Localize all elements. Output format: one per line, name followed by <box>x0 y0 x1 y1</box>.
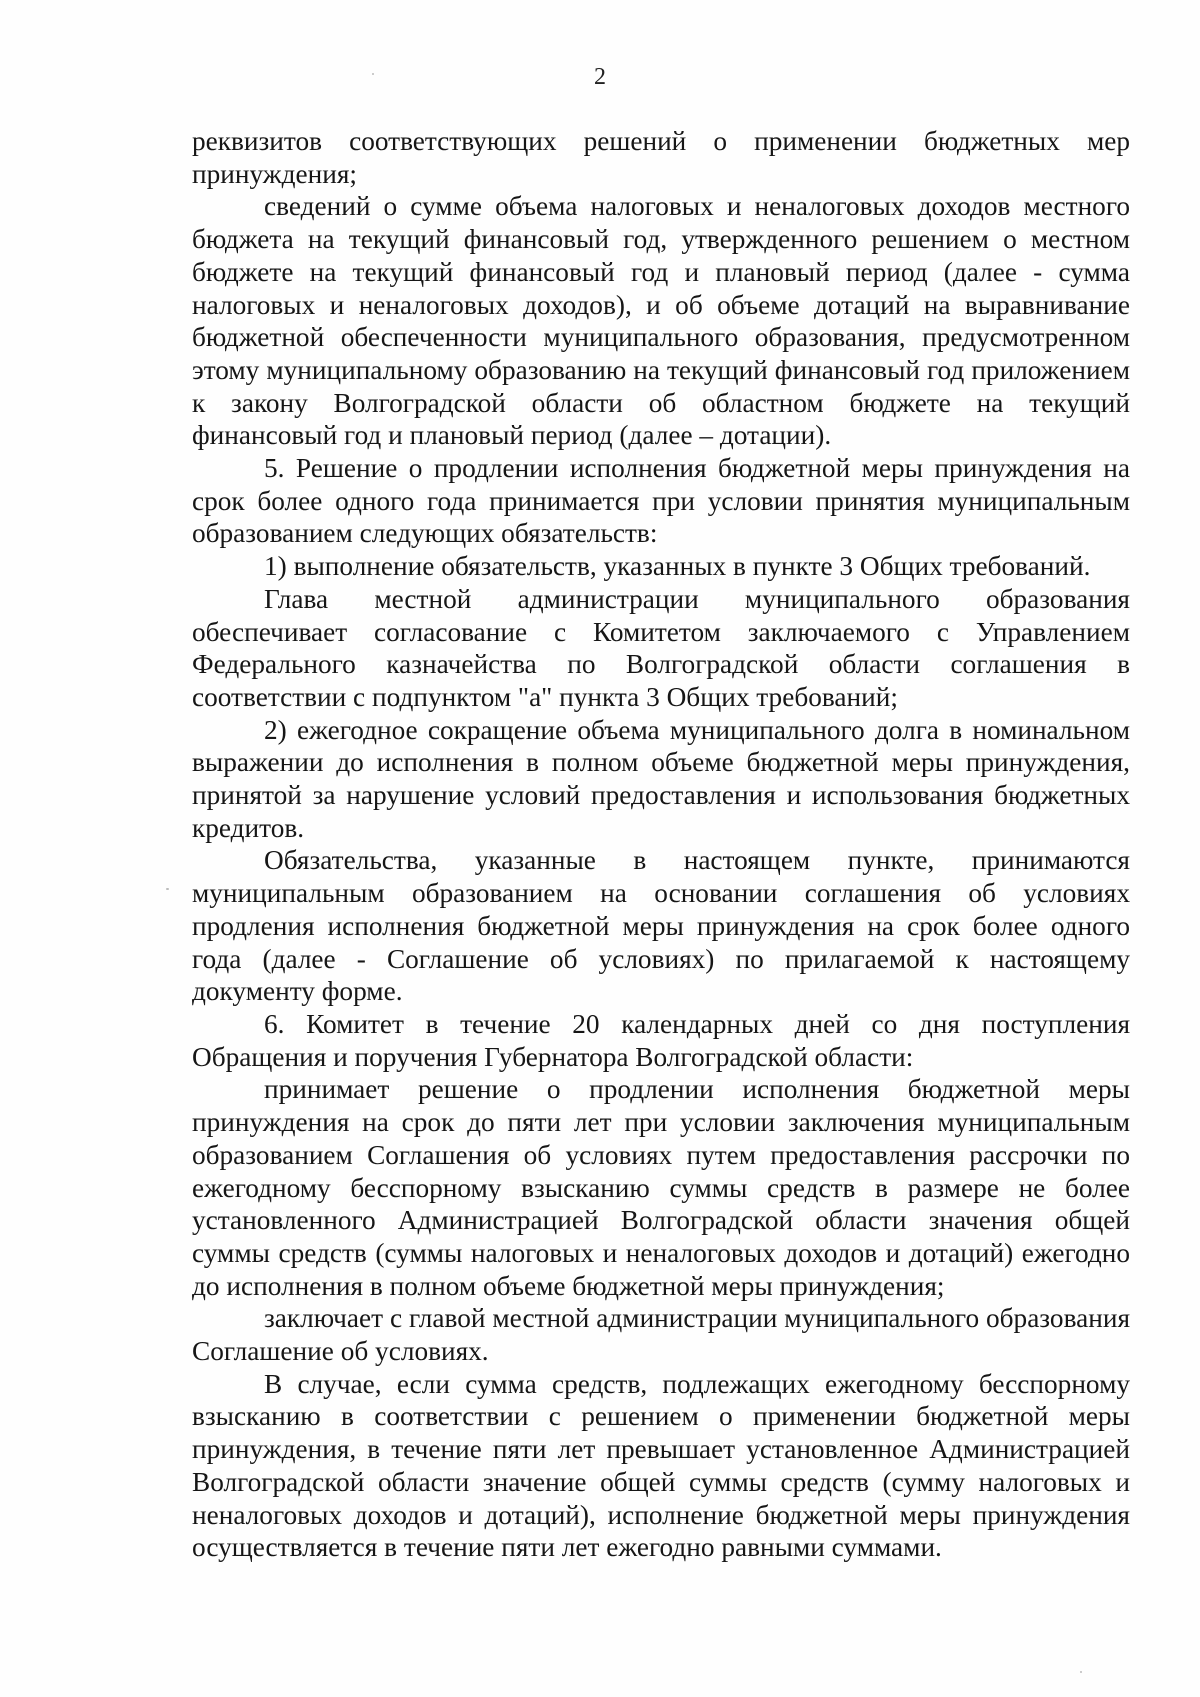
paragraph-5: Глава местной администрации муниципального образования обеспечивает согласование с Комитетом заключаемого с Управлением Федерального казначейства по Волгоградской области соглашения в соответствии с подпунктом "а" пункта 3 Общих требований; <box>192 583 1130 712</box>
document-body <box>192 125 1130 1564</box>
paragraph-10: заключает с главой местной администрации муниципального образования Соглашение об условиях. <box>192 1303 1130 1367</box>
paragraph-2: сведений о сумме объема налоговых и неналоговых доходов местного бюджета на текущий финансовый год, утвержденного решением о местном бюджете на текущий финансовый год и плановый период (далее - сумма налоговых и неналоговых доходов), и об объеме дотаций на выравнивание бюджетной обеспеченности муниципального образования, предусмотренном этому муниципальному образованию на текущий финансовый год приложением к закону Волгоградской области об областном бюджете на текущий финансовый год и плановый период (далее – дотации). <box>192 191 1130 451</box>
paragraph-11: В случае, если сумма средств, подлежащих ежегодному бесспорному взысканию в соответствии с решением о применении бюджетной меры принуждения, в течение пяти лет превышает установленное Администрацией Волгоградской области значение общей суммы средств (сумму налоговых и неналоговых доходов и дотаций), исполнение бюджетной меры принуждения осуществляется в течение пяти лет ежегодно равными суммами. <box>192 1368 1130 1563</box>
paragraph-1: реквизитов соответствующих решений о применении бюджетных мер принуждения; <box>192 126 1130 189</box>
paragraph-9: принимает решение о продлении исполнения бюджетной меры принуждения на срок до пяти лет при условии заключения муниципальным образованием Соглашения об условиях путем предоставления рассрочки по ежегодному бесспорному взысканию суммы средств в размере не более установленного Администрацией Волгоградской области значения общей суммы средств (суммы налоговых и неналоговых доходов и дотаций) ежегодно до исполнения в полном объеме бюджетной меры принуждения; <box>192 1074 1130 1301</box>
paragraph-6: 2) ежегодное сокращение объема муниципального долга в номинальном выражении до исполнения в полном объеме бюджетной меры принуждения, принятой за нарушение условий предоставления и использования бюджетных кредитов. <box>192 714 1130 843</box>
scan-speck <box>372 73 374 75</box>
paragraph-4: 1) выполнение обязательств, указанных в пункте 3 Общих требований. <box>264 551 1091 582</box>
paragraph-8: 6. Комитет в течение 20 календарных дней со дня поступления Обращения и поручения Губернатора Волгоградской области: <box>192 1008 1130 1072</box>
scan-speck <box>1080 1671 1082 1673</box>
page-number: 2 <box>594 64 606 90</box>
paragraph-7: Обязательства, указанные в настоящем пункте, принимаются муниципальным образованием на основании соглашения об условиях продления исполнения бюджетной меры принуждения на срок более одного года (далее - Соглашение об условиях) по прилагаемой к настоящему документу форме. <box>192 845 1130 1007</box>
paragraph-3: 5. Решение о продлении исполнения бюджетной меры принуждения на срок более одного года принимается при условии принятия муниципальным образованием следующих обязательств: <box>192 453 1130 549</box>
scan-speck <box>166 888 169 890</box>
